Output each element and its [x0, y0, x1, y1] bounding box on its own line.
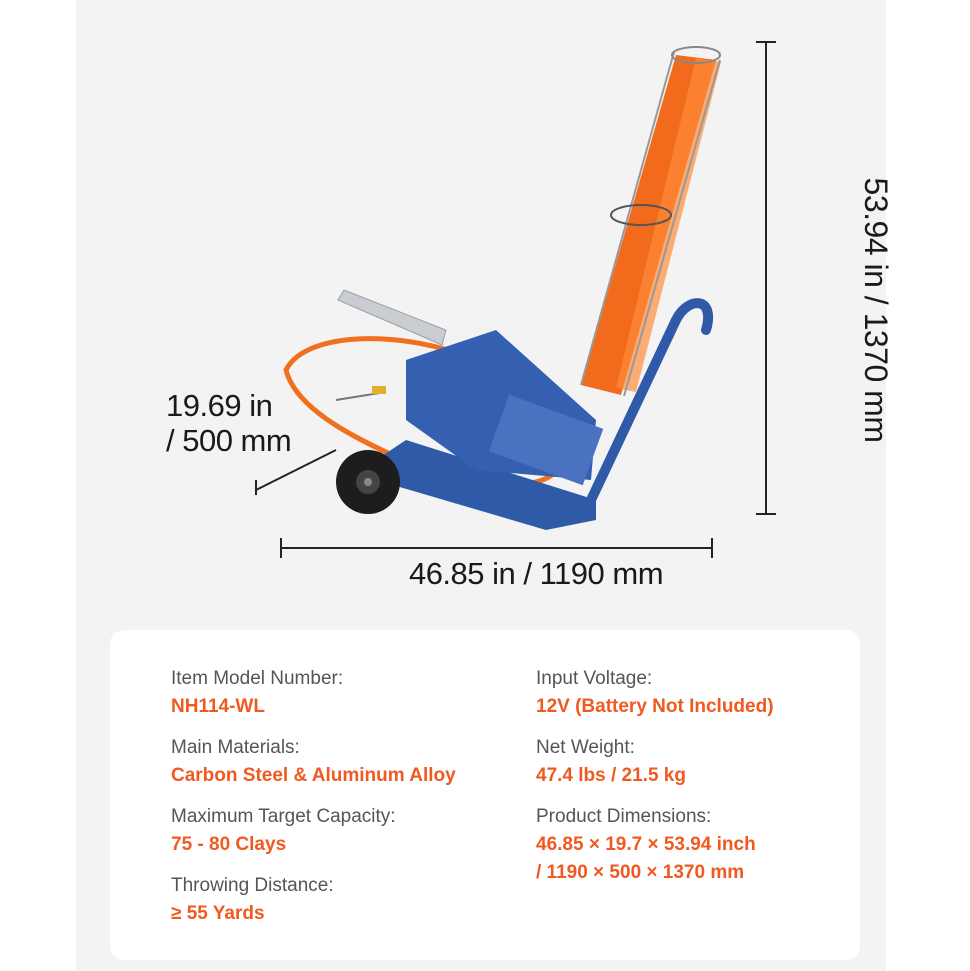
- spec-value: 47.4 lbs / 21.5 kg: [536, 765, 686, 786]
- spec-value: 75 - 80 Clays: [171, 834, 287, 855]
- height-dimension-label: 53.94 in / 1370 mm: [858, 177, 894, 443]
- spec-value: 12V (Battery Not Included): [536, 696, 774, 717]
- spec-dimensions: [536, 805, 756, 887]
- spec-materials: [171, 736, 456, 790]
- spec-capacity: [171, 805, 396, 859]
- spec-value: Carbon Steel & Aluminum Alloy: [171, 765, 456, 786]
- spec-weight: [536, 736, 686, 790]
- wheel: [336, 450, 400, 514]
- spec-label: Product Dimensions:: [536, 806, 712, 827]
- spec-voltage: [536, 667, 774, 721]
- spec-model: [171, 667, 343, 721]
- spec-card: [110, 630, 860, 960]
- spec-distance: [171, 874, 334, 928]
- spec-label: Item Model Number:: [171, 668, 344, 689]
- width-dimension-line: [281, 538, 712, 558]
- height-dimension-line: [756, 42, 776, 514]
- clay-thrower-illustration: [76, 0, 886, 630]
- spec-value: NH114-WL: [171, 696, 265, 717]
- spec-label: Maximum Target Capacity:: [171, 806, 396, 827]
- spec-label: Net Weight:: [536, 737, 635, 758]
- trigger-handle: [372, 386, 386, 394]
- product-figure: [76, 0, 894, 630]
- depth-line-2: / 500 mm: [166, 423, 292, 458]
- spec-value-line-1: 46.85 × 19.7 × 53.94 inch: [536, 834, 756, 855]
- spec-value: ≥ 55 Yards: [171, 903, 265, 924]
- depth-line-1: 19.69 in: [166, 388, 273, 423]
- spec-label: Throwing Distance:: [171, 875, 334, 896]
- width-dimension-label: 46.85 in / 1190 mm: [408, 556, 664, 591]
- depth-dimension-label: [166, 388, 291, 458]
- clay-magazine-tubes: [581, 47, 721, 396]
- spec-value-line-2: / 1190 × 500 × 1370 mm: [536, 862, 745, 883]
- spec-label: Main Materials:: [171, 737, 300, 758]
- spec-label: Input Voltage:: [536, 668, 653, 689]
